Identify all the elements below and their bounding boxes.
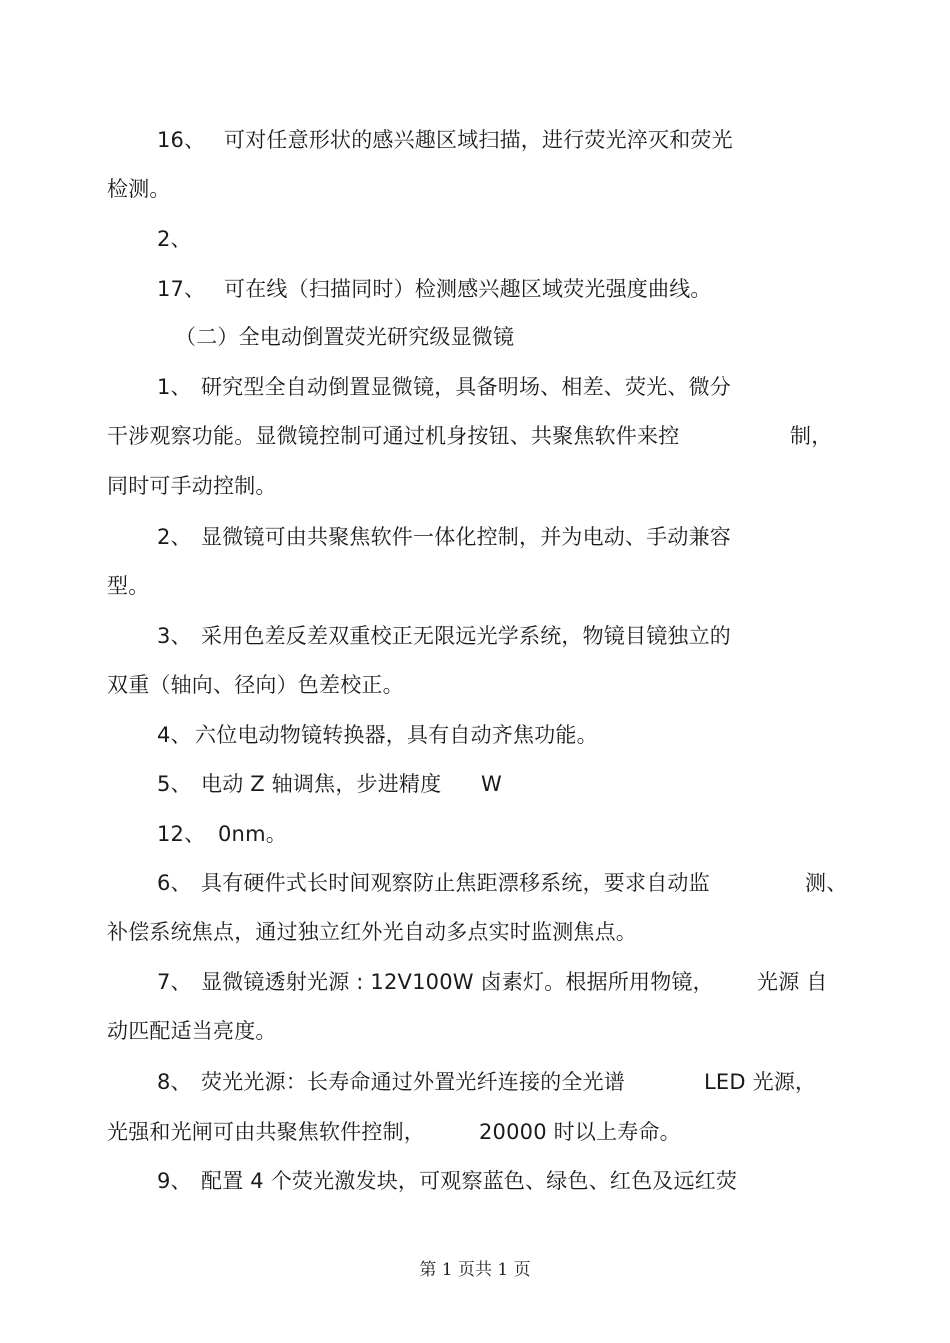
list-number: 16、 [157,128,206,152]
paragraph-line: 可在线（扫描同时）检测感兴趣区域荧光强度曲线。 [224,277,712,301]
paragraph-line: 光强和光闸可由共聚焦软件控制， [107,1120,425,1144]
paragraph-line: 显微镜可由共聚焦软件一体化控制，并为电动、手动兼容 [201,525,731,549]
paragraph-line: 同时可手动控制。 [107,474,277,498]
paragraph-line-tail: LED 光源， [704,1070,817,1094]
list-number: 1、 [157,375,192,399]
page-footer: 第 1 页共 1 页 [419,1260,531,1280]
paragraph-line-tail: 测、 [805,871,848,895]
list-number: 2、 [157,525,192,549]
paragraph-line: 动匹配适当亮度。 [107,1019,277,1043]
list-number: 7、 [157,970,192,994]
paragraph-line-tail: 制， [790,424,833,448]
paragraph-line: 干涉观察功能。显微镜控制可通过机身按钮、共聚焦软件来控 [107,424,680,448]
paragraph-line: 补偿系统焦点，通过独立红外光自动多点实时监测焦点。 [107,920,637,944]
paragraph-line: 荧光光源：长寿命通过外置光纤连接的全光谱 [201,1070,625,1094]
paragraph-line: 可对任意形状的感兴趣区域扫描，进行荧光淬灭和荧光 [224,128,733,152]
list-number: 9、 [157,1169,192,1193]
list-number: 2、 [157,227,192,251]
paragraph-line: 六位电动物镜转换器，具有自动齐焦功能。 [195,723,598,747]
list-number: 4、 [157,723,192,747]
paragraph-line: 0nm。 [218,822,287,846]
list-number: 8、 [157,1070,192,1094]
paragraph-line: 双重（轴向、径向）色差校正。 [107,673,404,697]
paragraph-line: 型。 [107,574,150,598]
list-number: 17、 [157,277,206,301]
paragraph-line: 研究型全自动倒置显微镜，具备明场、相差、荧光、微分 [201,375,731,399]
paragraph-line: 显微镜透射光源 : 12V100W 卤素灯。根据所用物镜， [201,970,714,994]
paragraph-line-tail: W [481,772,502,796]
paragraph-line: 检测。 [107,177,171,201]
paragraph-line-tail: 光源 自 [757,970,828,994]
list-number: 12、 [157,822,206,846]
paragraph-line: 配置 4 个荧光激发块，可观察蓝色、绿色、红色及远红荧 [201,1169,738,1193]
paragraph-line: 电动 Z 轴调焦，步进精度 [201,772,442,796]
list-number: 6、 [157,871,192,895]
paragraph-line: 具有硬件式长时间观察防止焦距漂移系统，要求自动监 [201,871,710,895]
paragraph-line: 采用色差反差双重校正无限远光学系统，物镜目镜独立的 [201,624,731,648]
section-heading: （二）全电动倒置荧光研究级显微镜 [175,325,515,349]
list-number: 5、 [157,772,192,796]
list-number: 3、 [157,624,192,648]
paragraph-line-tail: 20000 时以上寿命。 [479,1120,681,1144]
